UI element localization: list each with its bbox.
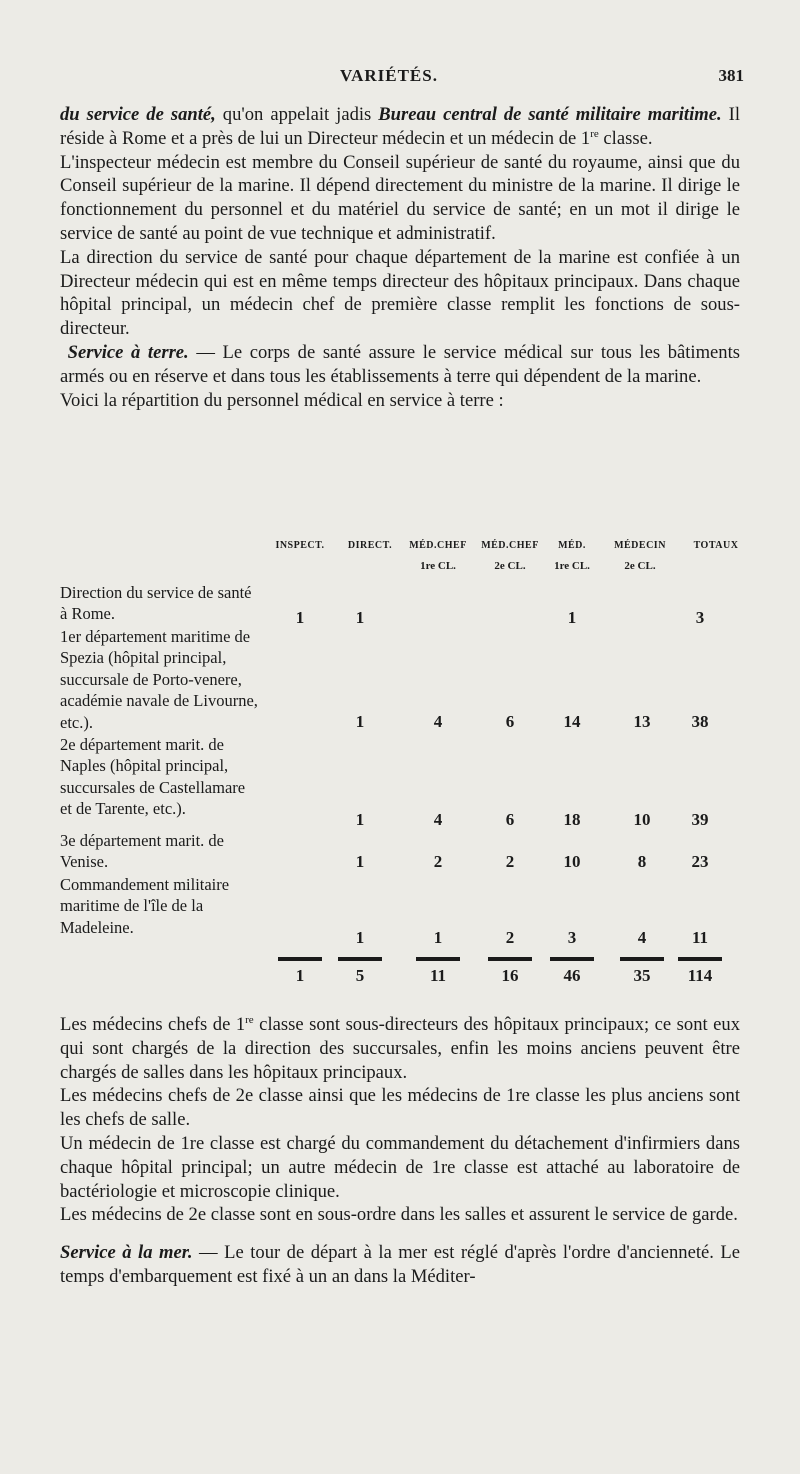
italic-text: Bureau central de santé militaire maritime. — [378, 104, 722, 125]
superscript: re — [245, 1013, 254, 1026]
table-cell: 3 — [567, 928, 577, 947]
page-number: 381 — [718, 66, 744, 85]
running-header — [0, 66, 800, 90]
table-cell: 2 — [433, 852, 443, 871]
text-span: Les médecins chefs de 1 — [60, 1014, 246, 1035]
table-cell: 1 — [355, 852, 365, 871]
column-header: TOTAUX — [693, 540, 739, 551]
table-cell: 8 — [637, 852, 647, 871]
row-label: 2e département marit. de Naples (hôpital principal, succursales de Castellamare et de Tarente, etc.). — [60, 735, 246, 819]
paragraph-3: La direction du service de santé pour chaque département de la marine est confiée à un Directeur médecin qui est en même temps directeur des hôpitaux principaux. Dans chaque hôpital principal, un médecin chef de première classe remplit les fonctions de sous-directeur. — [60, 246, 740, 340]
paragraph-10 — [60, 1241, 740, 1289]
table-cell: 23 — [691, 852, 709, 871]
text-span: classe sont sous-directeurs des hôpitaux principaux; ce sont eux qui sont chargés de la direction des succursales, enfin les moins anciens peuvent être chargés de salles dans les hôpitaux principaux. — [60, 1014, 741, 1083]
table-cell: 2 — [505, 928, 515, 947]
body-text — [60, 103, 740, 412]
column-header: DIRECT. — [347, 540, 393, 551]
row-label: 1er département maritime de Spezia (hôpital principal, succursale de Porto-venere, académie navale de Livourne, etc.). — [60, 627, 258, 732]
total-cell: 5 — [355, 966, 365, 985]
total-cell: 35 — [633, 966, 651, 985]
table-cell: 1 — [355, 810, 365, 829]
table-cell: 10 — [563, 852, 581, 871]
superscript: re — [590, 127, 599, 140]
total-rule — [416, 957, 460, 961]
text-span: — Le tour de départ à la mer est réglé d'après l'ordre d'ancienneté. Le temps d'embarquement est fixé à un an dans la Méditer- — [60, 1242, 740, 1287]
column-header: MÉD.CHEF — [481, 540, 539, 551]
total-rule — [338, 957, 382, 961]
italic-text: Service à terre. — [67, 341, 189, 363]
personnel-table — [60, 540, 750, 990]
column-header: MÉD. — [558, 540, 586, 551]
paragraph-7: Les médecins chefs de 2e classe ainsi que les médecins de 1re classe les plus anciens sont les chefs de salle. — [60, 1085, 740, 1131]
table-cell: 6 — [505, 712, 515, 731]
italic-text: Service à la mer. — [60, 1242, 193, 1264]
table-cell: 1 — [295, 608, 305, 627]
table-cell: 38 — [691, 712, 709, 731]
total-rule — [678, 957, 722, 961]
column-subheader: 1re CL. — [420, 560, 456, 572]
paragraph-1 — [60, 103, 740, 151]
table-cell: 13 — [633, 712, 651, 731]
text-span: Il réside à Rome et a près de lui un Directeur médecin et un médecin de 1 — [60, 104, 740, 149]
column-header: MÉD.CHEF — [409, 540, 467, 551]
paragraph-6 — [60, 1013, 740, 1084]
italic-text: du service de santé, — [60, 104, 216, 125]
table-cell: 10 — [633, 810, 651, 829]
table-cell: 18 — [563, 810, 581, 829]
total-rule — [550, 957, 594, 961]
table-cell: 14 — [563, 712, 581, 731]
paragraph-9: Les médecins de 2e classe sont en sous-ordre dans les salles et assurent le service de garde. — [60, 1204, 738, 1226]
column-header: INSPECT. — [275, 540, 325, 551]
table-cell: 1 — [355, 712, 365, 731]
table-cell: 11 — [691, 928, 709, 947]
body-text-continued — [60, 1013, 740, 1289]
paragraph-2: L'inspecteur médecin est membre du Conseil supérieur de santé du royaume, ainsi que du Conseil supérieur de la marine. Il dépend directement du ministre de la marine. Il dirige le fonctionnement du personnel et du matériel du service de santé; en un mot il dirige le service de santé au point de vue technique et administratif. — [60, 151, 740, 244]
table-cell: 39 — [691, 810, 709, 829]
total-cell: 46 — [563, 966, 581, 985]
table-cell: 1 — [567, 608, 577, 627]
paragraph-5: Voici la répartition du personnel médical en service à terre : — [60, 389, 504, 411]
total-cell: 16 — [501, 966, 519, 985]
total-cell: 114 — [687, 966, 713, 985]
text-span: qu'on appelait jadis — [215, 104, 379, 125]
row-label: Commandement militaire maritime de l'île de la Madeleine. — [60, 875, 230, 937]
total-rule — [620, 957, 664, 961]
table-cell: 1 — [355, 608, 365, 627]
paragraph-4 — [60, 341, 740, 389]
table-cell: 2 — [505, 852, 515, 871]
total-rule — [278, 957, 322, 961]
column-header: MÉDECIN — [614, 540, 666, 551]
total-rule — [488, 957, 532, 961]
total-cell: 11 — [429, 966, 447, 985]
column-subheader: 1re CL. — [554, 560, 590, 572]
header-title: VARIÉTÉS. — [340, 66, 438, 85]
row-label: 3e département marit. de Venise. — [60, 831, 225, 872]
text-span: classe. — [598, 127, 653, 149]
column-subheader: 2e CL. — [624, 560, 656, 572]
table-cell: 4 — [433, 810, 443, 829]
table-cell: 4 — [433, 712, 443, 731]
total-cell: 1 — [295, 966, 305, 985]
text-span: — Le corps de santé assure le service médical sur tous les bâtiments armés ou en réserve et dans tous les établissements à terre qui dépendent de la marine. — [60, 341, 741, 387]
table-cell: 4 — [637, 928, 647, 947]
column-subheader: 2e CL. — [494, 560, 526, 572]
table-cell: 1 — [433, 928, 443, 947]
table-cell: 6 — [505, 810, 515, 829]
table-cell: 3 — [695, 608, 705, 627]
row-label: Direction du service de santé à Rome. — [60, 583, 252, 624]
paragraph-8: Un médecin de 1re classe est chargé du commandement du détachement d'infirmiers dans chaque hôpital principal; un autre médecin de 1re classe est attaché au laboratoire de bactériologie et microscopie clinique. — [60, 1132, 740, 1202]
table-cell: 1 — [355, 928, 365, 947]
